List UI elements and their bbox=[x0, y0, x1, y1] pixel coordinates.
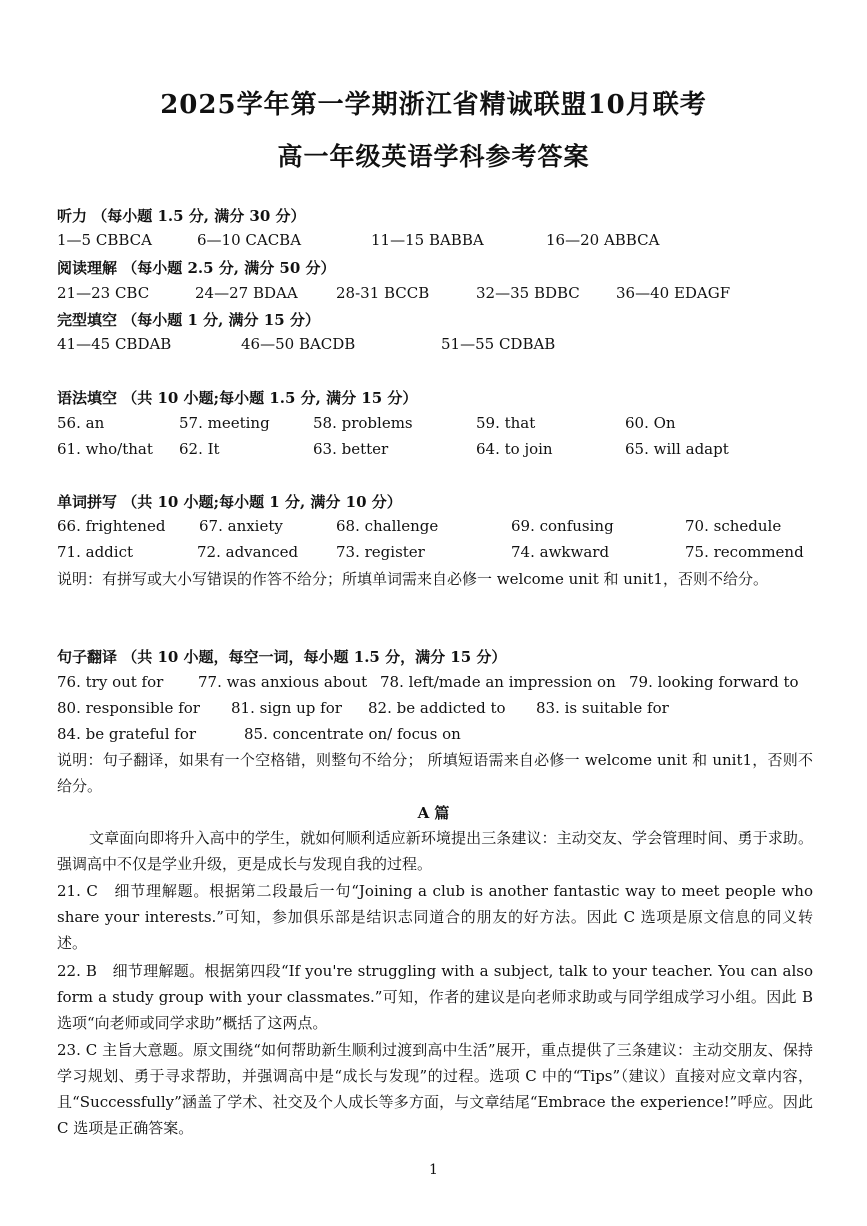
answer-explanation-23: 23. C 主旨大意题。原文围绕“如何帮助新生顺利过渡到高中生活”展开，重点提供了三条建议：主动交朋友、保持学习规划、勇于寻求帮助，并强调高中是“成长与发现”的过程。选项 C 中的“Tips”（建议）直接对应文章内容，且“Successfully”涵盖了学术、社交及个人成长等多方面，与文章结尾“Embrace the experience!”呼应。因此 C 选项是正确答案。 bbox=[57, 1041, 813, 1137]
answer-item: 82. be addicted to bbox=[368, 699, 506, 717]
answer-item: 81. sign up for bbox=[231, 699, 342, 717]
answer-explanation-21: 21. C 细节理解题。根据第二段最后一句“Joining a club is another fantastic way to meet people who share your interests.”可知，参加俱乐部是结识志同道合的朋友的好方法。因此 C 选项是原文信息的同义转述。 bbox=[57, 882, 813, 952]
answer-item: 78. left/made an impression on bbox=[380, 673, 616, 691]
answer-item: 57. meeting bbox=[179, 414, 270, 432]
answer-item: 84. be grateful for bbox=[57, 725, 197, 743]
answer-item: 83. is suitable for bbox=[536, 699, 669, 717]
answer-item: 71. addict bbox=[57, 543, 133, 561]
cloze-heading: 完型填空 （每小题 1 分, 满分 15 分） bbox=[57, 311, 320, 329]
answer-group: 46—50 BACDB bbox=[241, 335, 356, 353]
answer-item: 77. was anxious about bbox=[198, 673, 368, 691]
answer-item: 79. looking forward to bbox=[629, 673, 799, 691]
answer-group: 24—27 BDAA bbox=[195, 284, 298, 302]
answer-item: 66. frightened bbox=[57, 517, 166, 535]
answer-group: 11—15 BABBA bbox=[371, 231, 484, 249]
answer-item: 73. register bbox=[336, 543, 425, 561]
answer-item: 69. confusing bbox=[511, 517, 614, 535]
spelling-note: 说明：有拼写或大小写错误的作答不给分；所填单词需来自必修一 welcome unit 和 unit1，否则不给分。 bbox=[57, 570, 768, 588]
passage-a-heading: A 篇 bbox=[417, 804, 450, 822]
answer-group: 28-31 BCCB bbox=[336, 284, 430, 302]
answer-explanation-22: 22. B 细节理解题。根据第四段“If you're struggling with a subject, talk to your teacher. You can also form a study group with your classmates.”可知，作者的建议是向老师求助或与同学组成学习小组。因此 B 选项“向老师或同学求助”概括了这两点。 bbox=[57, 962, 813, 1032]
answer-item: 70. schedule bbox=[685, 517, 782, 535]
listening-heading: 听力 （每小题 1.5 分, 满分 30 分） bbox=[57, 207, 306, 225]
answer-group: 6—10 CACBA bbox=[197, 231, 302, 249]
answer-group: 21—23 CBC bbox=[57, 284, 150, 302]
answer-item: 67. anxiety bbox=[199, 517, 283, 535]
answer-item: 85. concentrate on/ focus on bbox=[244, 725, 461, 743]
answer-item: 60. On bbox=[625, 414, 676, 432]
answer-item: 68. challenge bbox=[336, 517, 439, 535]
answer-group: 32—35 BDBC bbox=[476, 284, 580, 302]
answer-item: 75. recommend bbox=[685, 543, 804, 561]
answer-item: 56. an bbox=[57, 414, 105, 432]
spelling-heading: 单词拼写 （共 10 小题;每小题 1 分, 满分 10 分） bbox=[57, 493, 402, 511]
answer-item: 59. that bbox=[476, 414, 536, 432]
answer-item: 65. will adapt bbox=[625, 440, 729, 458]
answer-group: 41—45 CBDAB bbox=[57, 335, 172, 353]
page-number: 1 bbox=[429, 1162, 438, 1178]
answer-item: 80. responsible for bbox=[57, 699, 200, 717]
answer-item: 72. advanced bbox=[197, 543, 299, 561]
answer-item: 64. to join bbox=[476, 440, 553, 458]
reading-heading: 阅读理解 （每小题 2.5 分, 满分 50 分） bbox=[57, 259, 336, 277]
answer-group: 1—5 CBBCA bbox=[57, 231, 152, 249]
passage-a-summary: 文章面向即将升入高中的学生，就如何顺利适应新环境提出三条建议：主动交友、学会管理时间、勇于求助。强调高中不仅是学业升级，更是成长与发现自我的过程。 bbox=[57, 829, 813, 873]
translation-heading: 句子翻译 （共 10 小题，每空一词，每小题 1.5 分，满分 15 分） bbox=[57, 648, 507, 666]
answer-item: 76. try out for bbox=[57, 673, 164, 691]
answer-group: 16—20 ABBCA bbox=[546, 231, 660, 249]
answer-item: 74. awkward bbox=[511, 543, 610, 561]
grammar-heading: 语法填空 （共 10 小题;每小题 1.5 分, 满分 15 分） bbox=[57, 389, 418, 407]
answer-item: 63. better bbox=[313, 440, 389, 458]
page-title: 2025学年第一学期浙江省精诚联盟10月联考 bbox=[160, 90, 707, 120]
page-subtitle: 高一年级英语学科参考答案 bbox=[277, 142, 590, 171]
answer-item: 58. problems bbox=[313, 414, 413, 432]
answer-item: 61. who/that bbox=[57, 440, 153, 458]
translation-note: 说明：句子翻译，如果有一个空格错，则整句不给分； 所填短语需来自必修一 welcome unit 和 unit1，否则不给分。 bbox=[57, 751, 813, 795]
answer-group: 51—55 CDBAB bbox=[441, 335, 556, 353]
answer-group: 36—40 EDAGF bbox=[616, 284, 731, 302]
answer-item: 62. It bbox=[179, 440, 220, 458]
